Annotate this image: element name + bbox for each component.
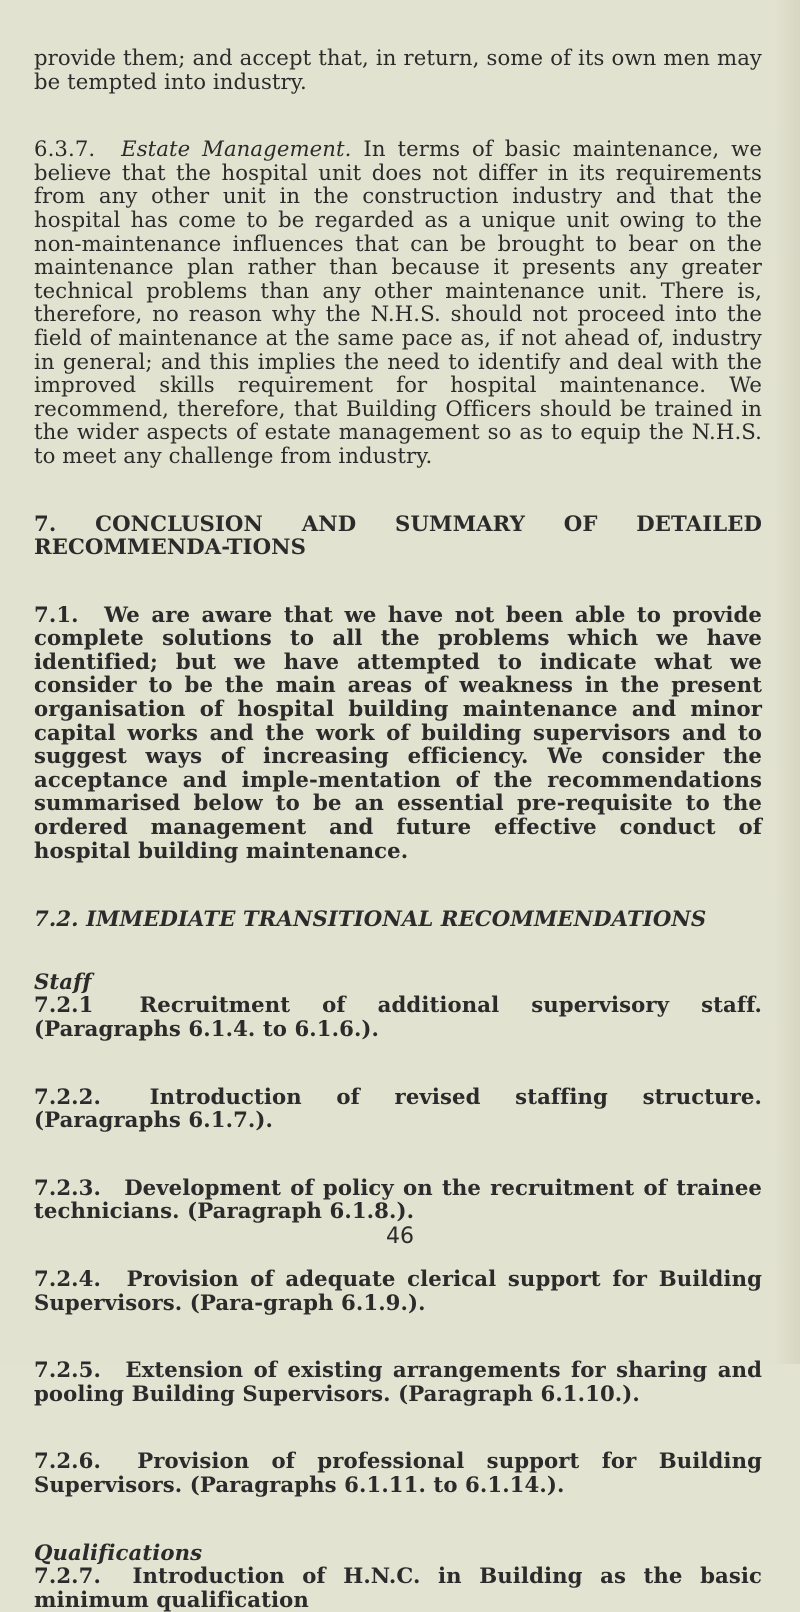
recommendation-item xyxy=(34,1358,762,1405)
recommendation-item xyxy=(34,1449,762,1496)
recommendation-number: 7.2.3. xyxy=(34,1174,101,1200)
recommendation-item xyxy=(34,1564,762,1611)
recommendation-item xyxy=(34,1085,762,1132)
paper-edge-shadow xyxy=(774,0,800,1364)
paragraph-6-3-7 xyxy=(34,137,762,467)
recommendation-item xyxy=(34,1176,762,1223)
paragraph-title: Estate Management. xyxy=(121,136,352,162)
staff-subheading: Staff xyxy=(34,968,92,994)
section-7-2-heading: 7.2. IMMEDIATE TRANSITIONAL RECOMMENDATIONS xyxy=(34,906,707,932)
recommendation-text: Provision of adequate clerical support for Building Supervisors. (Para-graph 6.1.9.). xyxy=(34,1265,762,1315)
paragraph-7-1 xyxy=(34,603,762,863)
recommendation-number: 7.2.5. xyxy=(34,1357,101,1383)
recommendation-number: 7.2.4. xyxy=(34,1265,101,1291)
paragraph-text: We are aware that we have not been able to provide complete solutions to all the problems which we have identified; but we have attempted to indicate what we consider to be the main areas of weakness in the present organisation of hospital building maintenance and minor capital works and the work of building supervisors and to suggest ways of increasing efficiency. We consider the acceptance and imple-mentation of the recommendations summarised below to be an essential pre-requisite to the ordered management and future effective conduct of hospital building maintenance. xyxy=(34,601,762,863)
recommendation-text: Introduction of revised staffing structure. (Paragraphs 6.1.7.). xyxy=(34,1083,762,1133)
paragraph-number: 6.3.7. xyxy=(34,136,96,162)
paragraph-number: 7.1. xyxy=(34,601,79,627)
section-7-heading: 7. CONCLUSION AND SUMMARY OF DETAILED RECOMMENDA-TIONS xyxy=(34,510,762,560)
recommendation-text: Introduction of H.N.C. in Building as the basic minimum qualification xyxy=(34,1563,763,1612)
recommendation-text: Extension of existing arrangements for sharing and pooling Building Supervisors. (Paragraph 6.1.10.). xyxy=(34,1357,762,1406)
recommendation-text: Recruitment of additional supervisory staff. (Paragraphs 6.1.4. to 6.1.6.). xyxy=(34,992,762,1041)
page-number: 46 xyxy=(386,1224,414,1249)
paragraph-text: In terms of basic maintenance, we believe that the hospital unit does not differ in its requirements from any other unit in the construction industry and that the hospital has come to be regarded as a unique unit owing to the non-maintenance influences that can be brought to bear on the maintenance plan rather than because it presents any greater technical problems than any other maintenance unit. There is, therefore, no reason why the N.H.S. should not proceed into the field of maintenance at the same pace as, if not ahead of, industry in general; and this implies the need to identify and deal with the improved skills requirement for hospital maintenance. We recommend, therefore, that Building Officers should be trained in the wider aspects of estate management so as to equip the N.H.S. to meet any challenge from industry. xyxy=(34,136,762,468)
recommendation-text: Development of policy on the recruitment of trainee technicians. (Paragraph 6.1.8.). xyxy=(34,1174,762,1224)
recommendation-item xyxy=(34,1267,762,1314)
page-body xyxy=(34,46,762,1611)
recommendation-number: 7.2.1 xyxy=(34,992,94,1018)
recommendation-number: 7.2.7. xyxy=(34,1563,101,1589)
recommendation-item xyxy=(34,993,762,1040)
recommendation-text: Provision of professional support for Building Supervisors. (Paragraphs 6.1.11. to 6.1.14.). xyxy=(34,1448,762,1497)
qualifications-subheading: Qualifications xyxy=(34,1539,203,1565)
recommendation-number: 7.2.6. xyxy=(34,1448,101,1474)
recommendation-number: 7.2.2. xyxy=(34,1083,101,1109)
intro-paragraph: provide them; and accept that, in return, some of its own men may be tempted into industry. xyxy=(34,45,762,94)
